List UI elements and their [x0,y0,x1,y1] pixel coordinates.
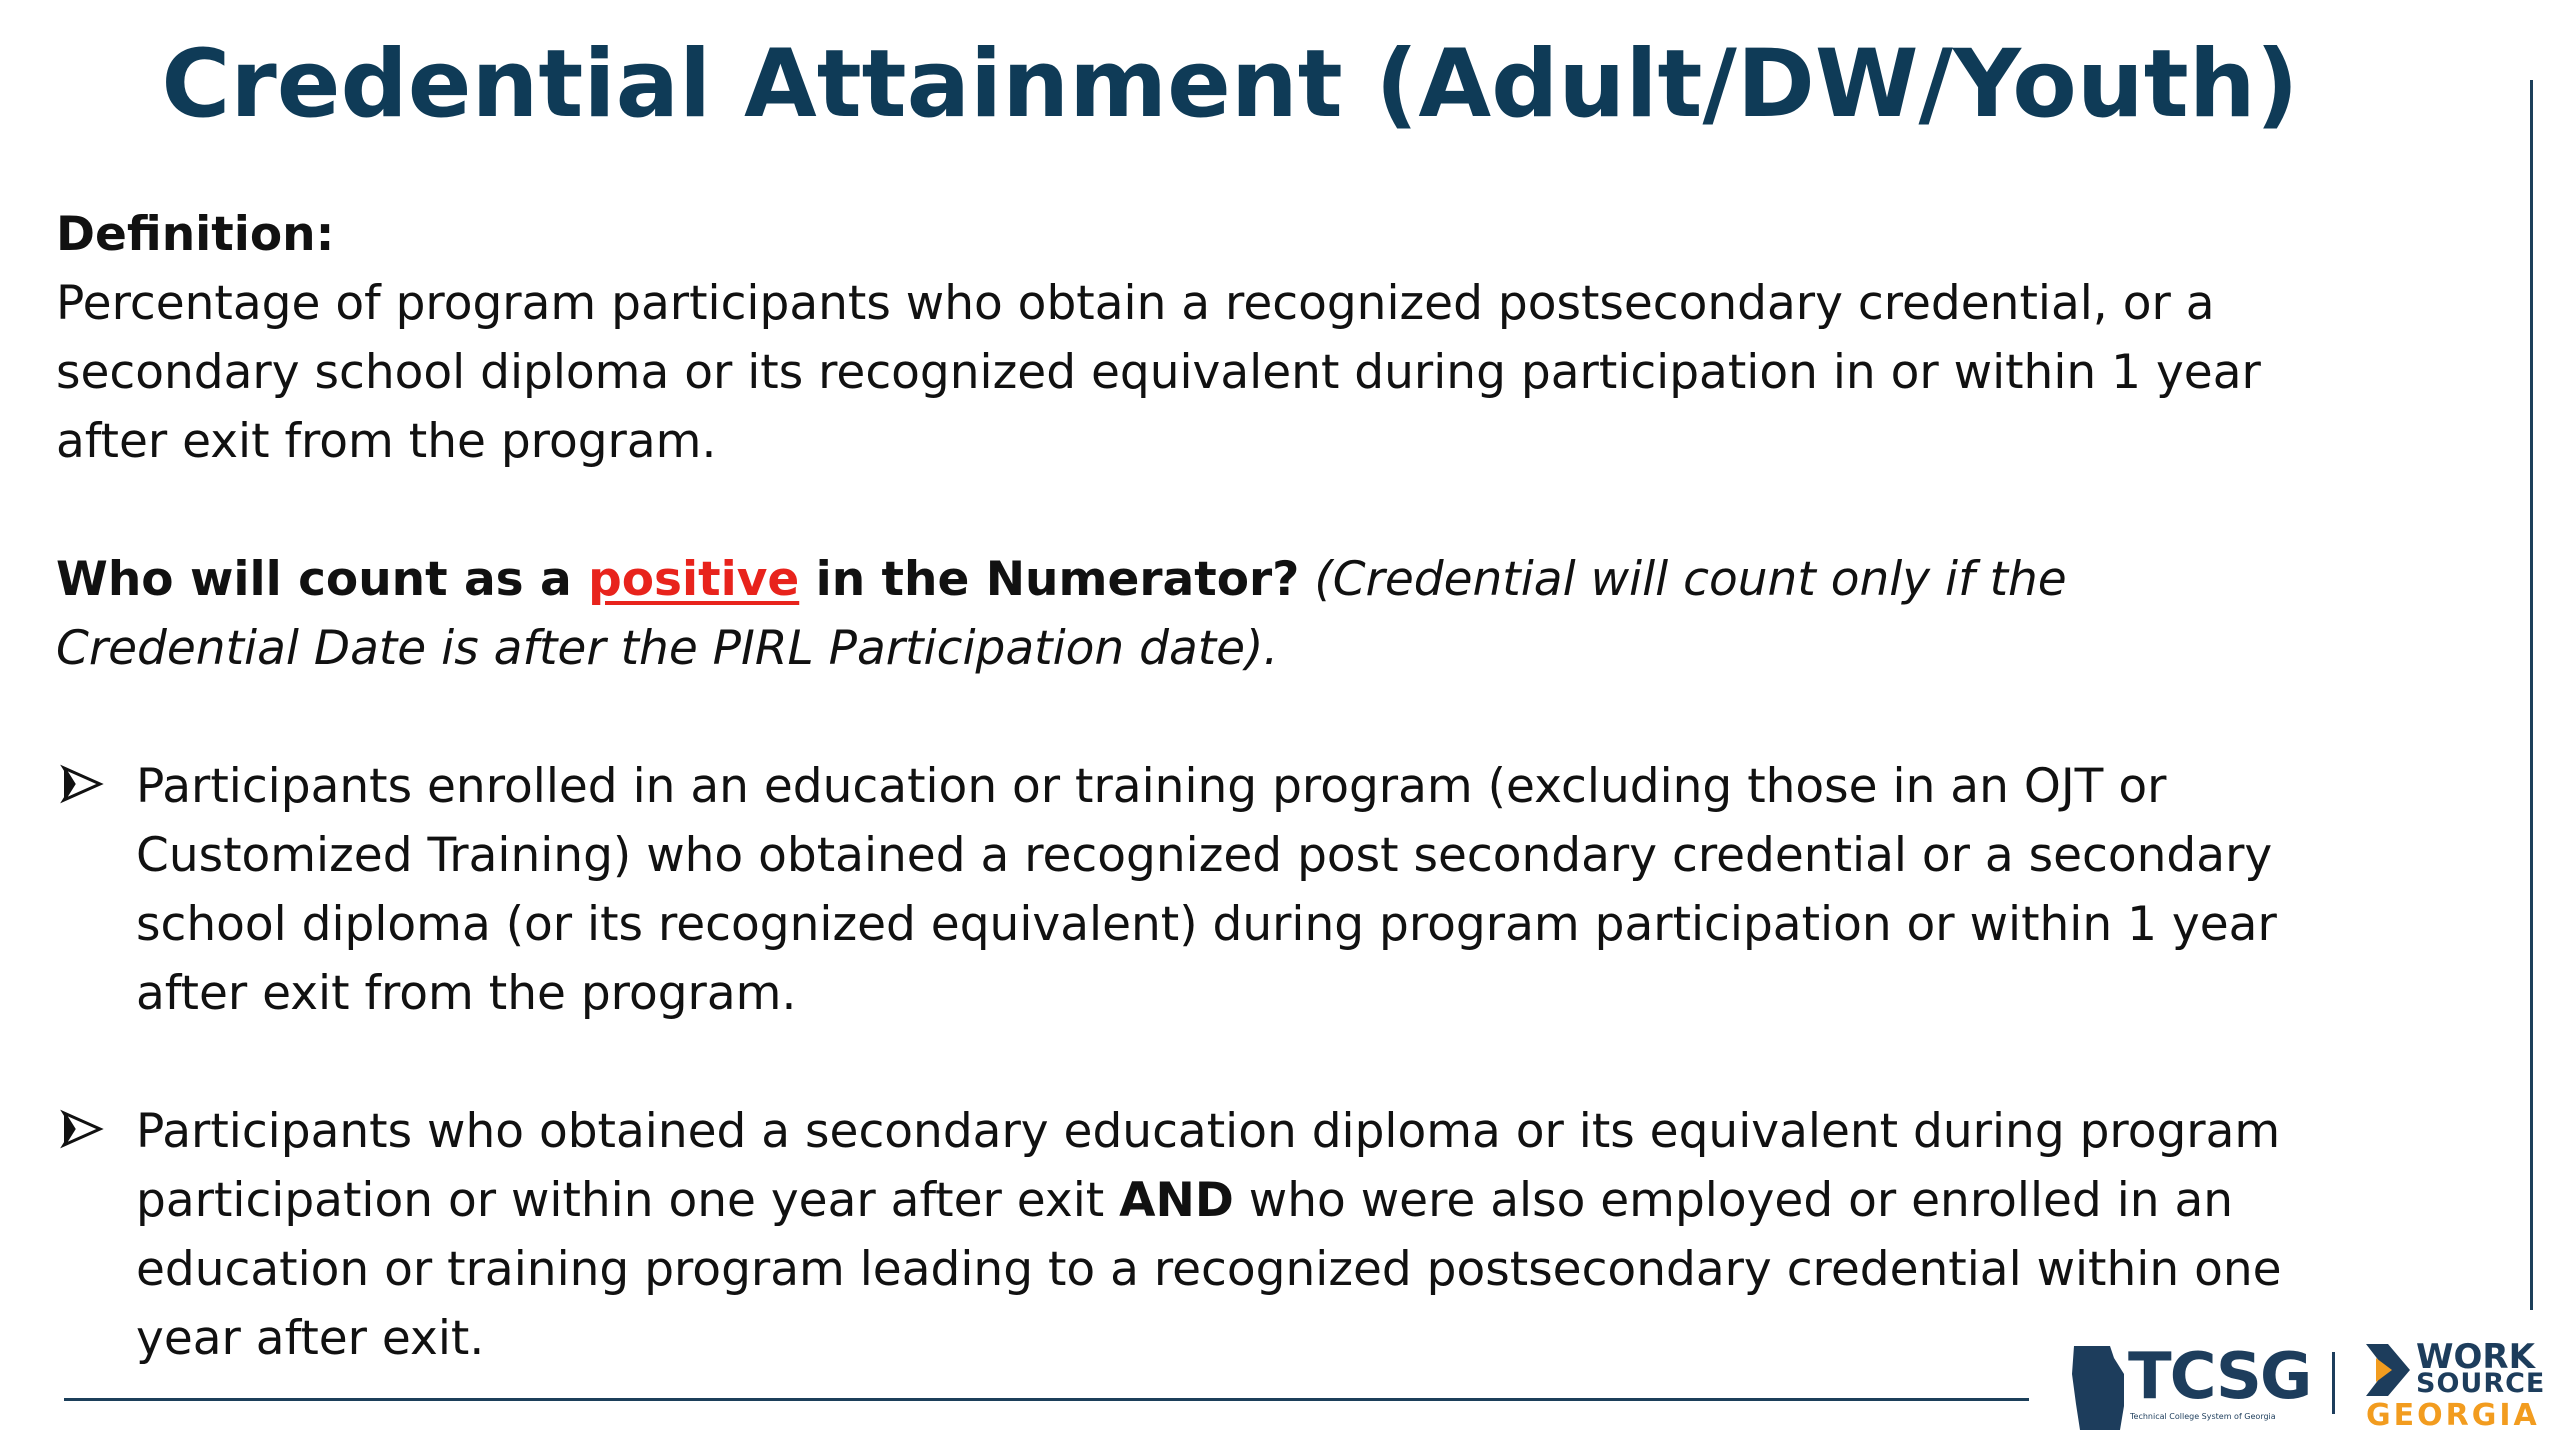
numerator-question-prefix: Who will count as a [56,552,589,607]
bullet-text-before: Participants who obtained a secondary education diploma or its equivalent during program participation or within one year after exit [136,1104,2281,1228]
positive-highlight: positive [588,552,800,607]
slide-body [56,200,2286,1373]
numerator-question [56,545,2286,683]
bullet-text: Participants enrolled in an education or training program (excluding those in an OJT or Customized Training) who obtained a recognized post secondary credential or a secondary school diploma (or its recognized equivalent) during program participation or within 1 year after exit from the program. [136,759,2277,1021]
right-divider-line [2530,80,2533,1310]
worksource-logo-source: SOURCE [2416,1368,2546,1399]
georgia-state-icon [2070,1344,2126,1434]
slide-title: Credential Attainment (Adult/DW/Youth) [161,30,2299,139]
tcsg-logo-text: TCSG [2128,1340,2311,1414]
definition-text: Percentage of program participants who obtain a recognized postsecondary credential, or a secondary school diploma or its recognized equivalent during participation in or within 1 year after exit from the program. [56,276,2261,469]
worksource-chevron-icon [2366,1344,2412,1396]
footer-logos [2070,1337,2546,1440]
numerator-question-suffix: in the Numerator? [799,552,1300,607]
tcsg-logo-subtitle: Technical College System of Georgia [2130,1412,2276,1421]
bullet-item [56,752,2286,1028]
bullet-text-and: AND [1119,1173,1234,1228]
definition-heading: Definition: [56,207,335,262]
bottom-divider-line [64,1398,2029,1401]
arrowhead-bullet-icon [60,1107,104,1151]
bullet-text-after: who were also employed or enrolled in an education or training program leading to a recognized postsecondary credential within one year after exit. [136,1173,2282,1366]
worksource-logo-work: WORK [2416,1337,2535,1377]
arrowhead-bullet-icon [60,762,104,806]
numerator-note: (Credential will count only if the Credential Date is after the PIRL Participation date). [56,552,2067,676]
bullet-text [136,1097,2286,1373]
bullet-item [56,1097,2286,1373]
worksource-logo-georgia: GEORGIA [2366,1398,2540,1433]
logo-divider [2332,1352,2335,1414]
